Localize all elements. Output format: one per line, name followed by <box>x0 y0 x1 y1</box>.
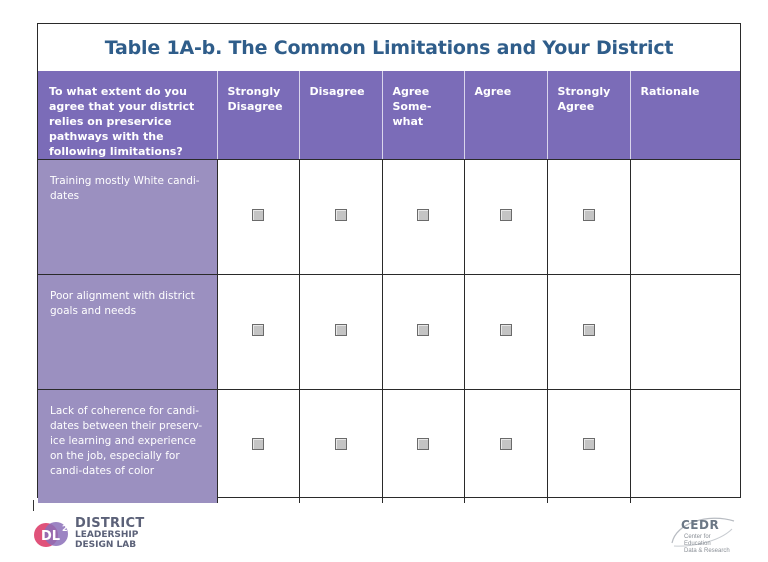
checkbox-strongly-disagree[interactable] <box>252 209 264 221</box>
cell <box>547 160 630 275</box>
limitations-table-frame <box>37 23 741 498</box>
cedr-subtitle-line-1: Center for Education <box>684 534 711 547</box>
checkbox-agree-somewhat[interactable] <box>417 209 429 221</box>
checkbox-agree[interactable] <box>500 209 512 221</box>
cedr-logo <box>668 513 738 554</box>
cell <box>299 390 382 503</box>
checkbox-disagree[interactable] <box>335 209 347 221</box>
checkbox-strongly-agree[interactable] <box>583 324 595 336</box>
checkbox-strongly-agree[interactable] <box>583 438 595 450</box>
table-row <box>38 390 740 503</box>
table-title: Table 1A-b. The Common Limitations and Your District <box>104 36 674 59</box>
header-rationale: Rationale <box>630 71 740 160</box>
cell <box>547 275 630 390</box>
logo-mark-superscript: 2 <box>62 523 68 533</box>
header-agree-somewhat: Agree Some-what <box>382 71 464 160</box>
checkbox-strongly-disagree[interactable] <box>252 438 264 450</box>
dl-squared-logo-mark <box>33 520 71 548</box>
header-strongly-agree: Strongly Agree <box>547 71 630 160</box>
row-label-lack-of-coherence: Lack of coherence for candi-dates between their preserv-ice learning and experience on the job, especially for candi-dates of color <box>38 390 217 503</box>
cell <box>217 390 299 503</box>
checkbox-agree[interactable] <box>500 324 512 336</box>
table-row <box>38 160 740 275</box>
logo-line-2: LEADERSHIP <box>75 530 139 540</box>
checkbox-strongly-agree[interactable] <box>583 209 595 221</box>
header-agree: Agree <box>464 71 547 160</box>
rationale-cell[interactable] <box>630 275 740 390</box>
cell <box>217 275 299 390</box>
row-label-poor-alignment: Poor alignment with district goals and needs <box>38 275 217 390</box>
cedr-subtitle-line-2: Data & Research <box>684 548 730 554</box>
cedr-name: CEDR <box>681 518 720 532</box>
logo-line-1: DISTRICT <box>75 516 145 531</box>
header-question: To what extent do you agree that your district relies on preservice pathways with the following limitations? <box>38 71 217 160</box>
header-strongly-disagree: Strongly Disagree <box>217 71 299 160</box>
cell <box>299 160 382 275</box>
cell <box>382 160 464 275</box>
cell <box>464 160 547 275</box>
header-disagree: Disagree <box>299 71 382 160</box>
text-cursor <box>33 500 34 511</box>
checkbox-agree-somewhat[interactable] <box>417 438 429 450</box>
logo-mark-text: DL <box>41 528 61 544</box>
cell <box>382 275 464 390</box>
checkbox-agree-somewhat[interactable] <box>417 324 429 336</box>
cell <box>299 275 382 390</box>
limitations-table <box>38 71 740 503</box>
logo-line-3: DESIGN LAB <box>75 540 137 550</box>
cell <box>382 390 464 503</box>
checkbox-strongly-disagree[interactable] <box>252 324 264 336</box>
cell <box>464 275 547 390</box>
header-row <box>38 71 740 160</box>
cell <box>464 390 547 503</box>
cell <box>547 390 630 503</box>
table-row <box>38 275 740 390</box>
checkbox-disagree[interactable] <box>335 438 347 450</box>
cell <box>217 160 299 275</box>
rationale-cell[interactable] <box>630 160 740 275</box>
checkbox-disagree[interactable] <box>335 324 347 336</box>
cedr-subtitle <box>684 534 738 555</box>
checkbox-agree[interactable] <box>500 438 512 450</box>
row-label-white-candidates: Training mostly White candi-dates <box>38 160 217 275</box>
rationale-cell[interactable] <box>630 390 740 503</box>
district-leadership-design-lab-logo <box>33 517 145 550</box>
